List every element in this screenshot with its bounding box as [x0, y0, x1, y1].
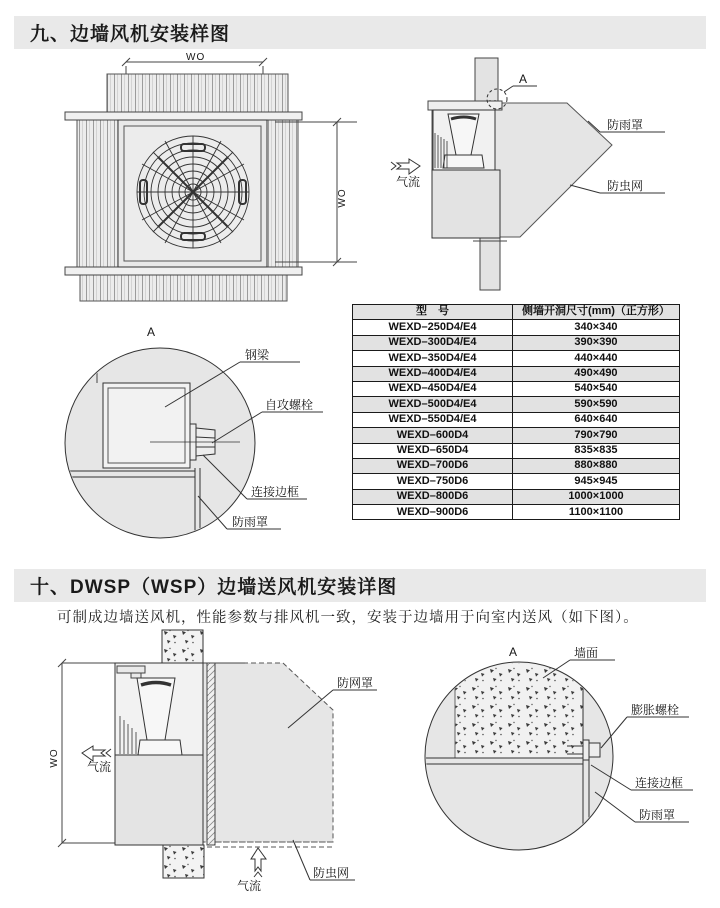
net-cover-shape: [203, 663, 333, 842]
flange-top: [65, 112, 302, 120]
net-cover-label: 防网罩: [337, 676, 374, 690]
wall-block-bottom: [163, 845, 204, 878]
table-row: WEXD–450D4/E4 540×540: [353, 381, 680, 396]
wall-channel: [207, 663, 215, 845]
lower-housing: [115, 755, 203, 845]
wall-column-top: [475, 58, 498, 103]
spec-table: [352, 304, 680, 520]
table-row: WEXD–750D6 945×945: [353, 474, 680, 489]
detail-a-diagram: [55, 318, 355, 543]
table-row: WEXD–300D4/E4 390×390: [353, 335, 680, 350]
wall-surface-section: [455, 650, 583, 758]
detail-marker-label: A: [519, 72, 528, 86]
insect-screen-label: 防虫网: [607, 179, 644, 193]
airflow-left-label: 气流: [87, 760, 112, 774]
dim-left-label: WO: [49, 748, 60, 768]
front-view-diagram: [50, 52, 370, 302]
table-row: WEXD–650D4 835×835: [353, 443, 680, 458]
connect-frame-label: 连接边框: [251, 485, 300, 499]
supply-fan-diagram: [35, 628, 395, 903]
detail-a-marker: A: [147, 325, 156, 339]
dim-right-label: WO: [337, 188, 348, 208]
col-header-size: 侧墙开洞尺寸(mm)（正方形）: [513, 305, 680, 320]
self-tapping-bolt-label: 自攻螺栓: [265, 398, 314, 412]
lower-housing: [432, 170, 500, 238]
table-row: WEXD–250D4/E4 340×340: [353, 320, 680, 335]
rain-cover-label: 防雨罩: [607, 118, 644, 132]
expansion-bolt-label: 膨胀螺栓: [631, 703, 680, 717]
airflow-arrow-icon: [391, 159, 420, 174]
airflow-bottom-arrow-icon: [251, 848, 266, 877]
section9-title: 九、边墙风机安装样图: [14, 16, 706, 49]
wall-detail-diagram: [415, 630, 705, 865]
table-row: WEXD–600D4 790×790: [353, 428, 680, 443]
airflow-left-arrow-icon: [82, 746, 111, 761]
wall-left: [77, 120, 118, 267]
fan-grille: [137, 136, 249, 248]
dim-top-label: WO: [186, 52, 206, 63]
table-header-row: [353, 305, 680, 320]
wall-right: [267, 120, 298, 267]
airflow-bottom-label: 气流: [237, 879, 262, 893]
steel-beam-label: 钢梁: [245, 348, 270, 362]
section10-description: 可制成边墙送风机，性能参数与排风机一致，安装于边墙用于向室内送风（如下图）。: [57, 610, 639, 626]
table-row: WEXD–800D6 1000×1000: [353, 489, 680, 504]
wall-column-bottom: [480, 238, 500, 290]
table-row: WEXD–500D4/E4 590×590: [353, 397, 680, 412]
detail-a-marker: A: [509, 645, 518, 659]
table-row: WEXD–900D6 1100×1100: [353, 505, 680, 520]
steel-beam-section: [103, 383, 190, 468]
table-row: WEXD–550D4/E4 640×640: [353, 412, 680, 427]
table-row: WEXD–400D4/E4 490×490: [353, 366, 680, 381]
col-header-model: 型 号: [353, 305, 513, 320]
housing-flange: [428, 101, 502, 110]
wall-block-top: [162, 630, 203, 663]
rain-cover-label-2: 防雨罩: [232, 515, 269, 529]
table-row: WEXD–700D6 880×880: [353, 458, 680, 473]
section10-title: 十、DWSP（WSP）边墙送风机安装详图: [14, 569, 706, 602]
flange-bottom: [65, 267, 302, 275]
connect-frame-label: 连接边框: [635, 776, 684, 790]
wall-surface-label: 墙面: [574, 646, 599, 660]
rain-cover-label: 防雨罩: [639, 808, 676, 822]
wall-lower: [80, 275, 287, 301]
insect-screen-label: 防虫网: [313, 866, 350, 880]
airflow-label: 气流: [396, 175, 421, 189]
side-view-diagram: [385, 55, 715, 295]
wall-upper: [107, 74, 288, 114]
table-row: WEXD–350D4/E4 440×440: [353, 351, 680, 366]
